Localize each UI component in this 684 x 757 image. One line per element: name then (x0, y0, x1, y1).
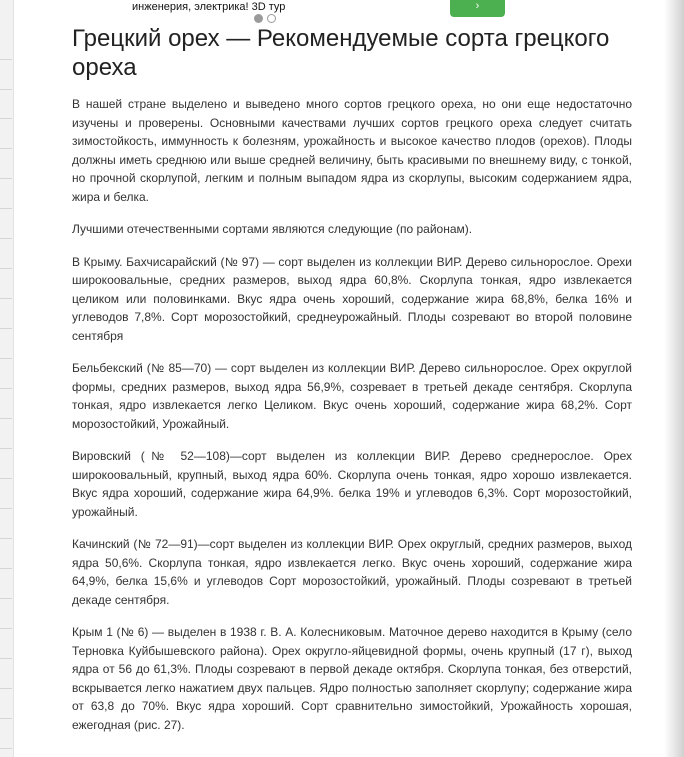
article (72, 24, 632, 748)
sidebar-divider (0, 448, 12, 449)
sidebar-divider (0, 418, 12, 419)
page-edge-shadow (664, 0, 684, 757)
sidebar-divider (0, 358, 12, 359)
sidebar-divider (0, 178, 12, 179)
sidebar-divider (0, 718, 12, 719)
sidebar-divider (0, 148, 12, 149)
sidebar-divider (0, 598, 12, 599)
article-paragraph: В нашей стране выделено и выведено много сортов грецкого ореха, но они еще недостаточно изучены и проверены. Основными качествами лучших сортов грецкого ореха следует считать зимостойкость, иммунность к болезням, урожайность и высокое качество плодов (орехов). Плоды должны иметь среднюю или выше средней величину, быть красивыми по внешнему виду, с тонкой, но прочной скорлупой, легким и полным выпадом ядра из скорлупы, высоким содержанием ядра, жира и белка. (72, 97, 632, 204)
article-title: Грецкий орех — Рекомендуемые сорта грецкого ореха (72, 25, 610, 81)
chevron-right-icon: › (475, 0, 480, 12)
sidebar-divider (0, 89, 12, 90)
article-paragraph: Лучшими отечественными сортами являются следующие (по районам). (72, 222, 473, 236)
sidebar-divider (0, 59, 12, 60)
slider-dot-2[interactable] (267, 14, 276, 23)
sidebar-divider (0, 538, 12, 539)
article-paragraph: Качинский (№ 72—91)—сорт выделен из коллекции ВИР. Орех округлый, средних размеров, выход ядра 50,6%. Скорлупа тонкая, ядро извлекается легко. Вкус очень хороший, содержание жира 64,9%, белка 15,6% и углеводов Сорт морозостойкий, урожайный. Плоды созревают в третьей декаде сентября. (72, 537, 632, 607)
sidebar-divider (0, 568, 12, 569)
slider-dot-1[interactable] (254, 14, 263, 23)
article-paragraph: В Крыму. Бахчисарайский (№ 97) — сорт выделен из коллекции ВИР. Дерево сильнорослое. Орехи широкоовальные, средних размеров, выход ядра 60,8%. Скорлупа тонкая, ядро извлекается целиком или половинками. Вкус ядра очень хороший, содержание жира 68,8%, белка 16% и углеводов 7,8%. Сорт морозостойкий, среднеурожайный. Плоды созревают во второй половине сентября (72, 254, 632, 343)
sidebar-divider (0, 238, 12, 239)
article-paragraph: Бельбекский (№ 85—70) — сорт выделен из коллекции ВИР. Дерево сильнорослое. Орех округлой формы, средних размеров, выход ядра 56,9%, созревает в третьей декаде сентября. Скорлупа тонкая, ядро извлекается легко Целиком. Вкус очень хороший, содержание жира 68,2%. Сорт морозостойкий, Урожайный. (72, 361, 632, 431)
sidebar-divider (0, 118, 12, 119)
article-paragraph: Крым 1 (№ 6) — выделен в 1938 г. В. А. Колесниковым. Маточное дерево находится в Крыму (село Терновка Куйбышевского района). Орех округло-яйцевидной формы, очень крупный (17 г), выход ядра от 56 до 61,3%. Плоды созревают в первой декаде октября. Скорлупа тонкая, без отверстий, вскрывается легко нажатием двух пальцев. Ядро полностью заполняет скорлупу; содержание жира от 63,8 до 70%. Вкус ядра хороший. Сорт сравнительно зимостойкий, Урожайность хорошая, ежегодная (рис. 27). (72, 625, 632, 732)
sidebar-divider (0, 628, 12, 629)
sidebar-divider (0, 508, 12, 509)
ad-banner-next-button[interactable] (450, 0, 505, 17)
sidebar-divider (0, 478, 12, 479)
sidebar-divider (0, 748, 12, 749)
sidebar-divider (0, 208, 12, 209)
sidebar-divider (0, 328, 12, 329)
ad-banner-text[interactable]: инженерия, электрика! 3D тур (132, 1, 286, 13)
article-paragraph: Вировский (№ 52—108)—сорт выделен из коллекции ВИР. Дерево среднерослое. Орех широкоовальный, крупный, выход ядра 60%. Скорлупа очень тонкая, ядро хорошо извлекается. Вкус ядра хороший, содержание жира 64,9%. белка 19% и углеводов 6,3%. Сорт морозостойкий, урожайный. (72, 449, 632, 519)
sidebar-divider (0, 298, 12, 299)
sidebar-divider (0, 688, 12, 689)
sidebar-divider (0, 268, 12, 269)
left-sidebar-edge (0, 0, 14, 757)
sidebar-divider (0, 388, 12, 389)
sidebar-divider (0, 658, 12, 659)
